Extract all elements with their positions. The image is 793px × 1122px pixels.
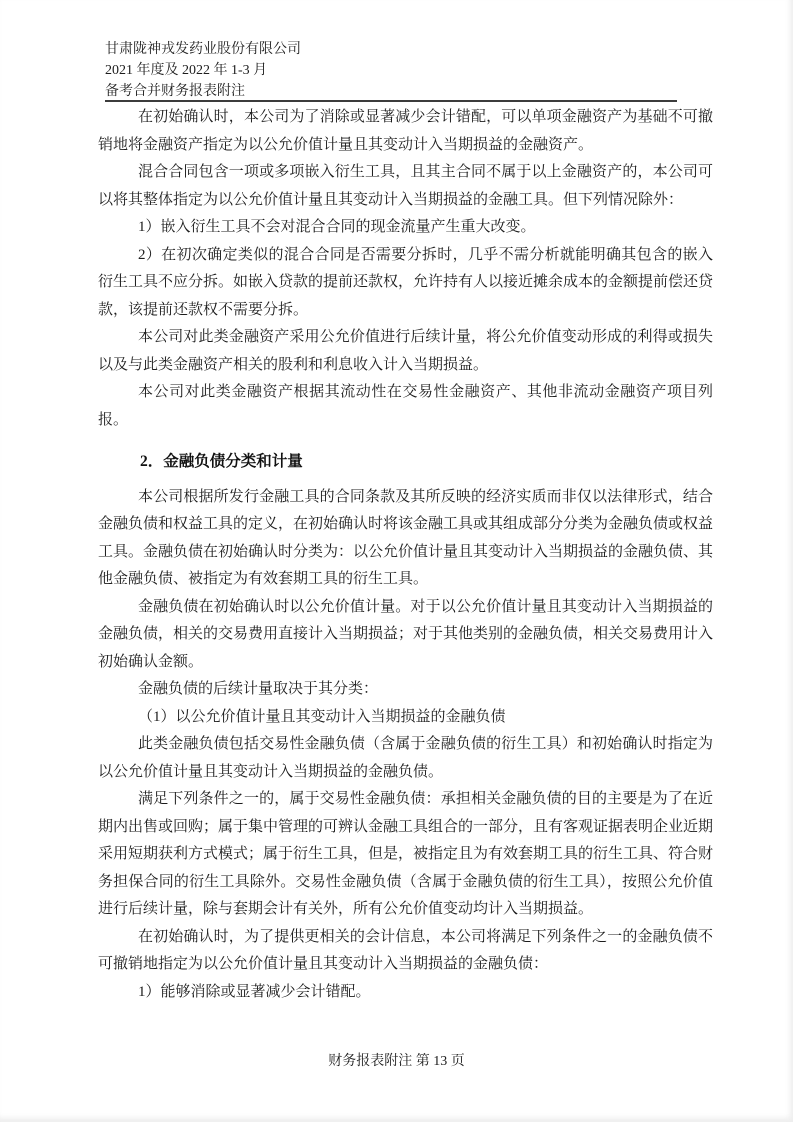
paragraph: 本公司根据所发行金融工具的合同条款及其所反映的经济实质而非仅以法律形式，结合金融负债和权益工具的定义，在初始确认时将该金融工具或其组成部分分类为金融负债或权益工具。金融负债在初始确认时分类为：以公允价值计量且其变动计入当期损益的金融负债、其他金融负债、被指定为有效套期工具的衍生工具。 xyxy=(98,488,714,587)
document-body xyxy=(98,104,713,1006)
paragraph: 本公司对此类金融资产采用公允价值进行后续计量，将公允价值变动形成的利得或损失以及与此类金融资产相关的股利和利息收入计入当期损益。 xyxy=(98,329,713,373)
paragraph: 在初始确认时，本公司为了消除或显著减少会计错配，可以单项金融资产为基础不可撤销地将金融资产指定为以公允价值计量且其变动计入当期损益的金融资产。 xyxy=(98,109,713,153)
paragraph: 1）嵌入衍生工具不会对混合合同的现金流量产生重大改变。 xyxy=(138,219,536,235)
paragraph: 本公司对此类金融资产根据其流动性在交易性金融资产、其他非流动金融资产项目列报。 xyxy=(98,384,713,428)
paragraph: 1）能够消除或显著减少会计错配。 xyxy=(138,983,371,1000)
paragraph: 满足下列条件之一的，属于交易性金融负债：承担相关金融负债的目的主要是为了在近期内出售或回购；属于集中管理的可辨认金融工具组合的一部分，且有客观证据表明企业近期采用短期获利方式模式；属于衍生工具，但是，被指定且为有效套期工具的衍生工具、符合财务担保合同的衍生工具除外。交易性金融负债（含属于金融负债的衍生工具），按照公允价值进行后续计量，除与套期会计有关外，所有公允价值变动均计入当期损益。 xyxy=(98,791,714,917)
header-rule xyxy=(105,100,677,102)
paragraph: 金融负债的后续计量取决于其分类： xyxy=(138,681,379,697)
paragraph: 在初始确认时，为了提供更相关的会计信息，本公司将满足下列条件之一的金融负债不可撤销地指定为以公允价值计量且其变动计入当期损益的金融负债： xyxy=(98,928,713,972)
paragraph: 此类金融负债包括交易性金融负债（含属于金融负债的衍生工具）和初始确认时指定为以公允价值计量且其变动计入当期损益的金融负债。 xyxy=(98,736,713,780)
header-document-title: 备考合并财务报表附注 xyxy=(105,84,245,99)
page-header xyxy=(105,39,677,102)
page-footer xyxy=(0,1050,793,1070)
paragraph: 2）在初次确定类似的混合合同是否需要分拆时，几乎不需分析就能明确其包含的嵌入衍生工具不应分拆。如嵌入贷款的提前还款权，允许持有人以接近摊余成本的金额提前偿还贷款，该提前还款权不需要分拆。 xyxy=(98,246,714,318)
paragraph: 混合合同包含一项或多项嵌入衍生工具，且其主合同不属于以上金融资产的，本公司可以将其整体指定为以公允价值计量且其变动计入当期损益的金融工具。但下列情况除外： xyxy=(98,164,713,208)
footer-page-number: 财务报表附注 第 13 页 xyxy=(328,1054,465,1069)
section-heading: 2．金融负债分类和计量 xyxy=(140,453,303,470)
paragraph: （1）以公允价值计量且其变动计入当期损益的金融负债 xyxy=(138,708,506,725)
header-company-name: 甘肃陇神戎发药业股份有限公司 xyxy=(105,42,301,57)
header-report-period: 2021 年度及 2022 年 1-3 月 xyxy=(105,63,268,78)
paragraph: 金融负债在初始确认时以公允价值计量。对于以公允价值计量且其变动计入当期损益的金融负债，相关的交易费用直接计入当期损益；对于其他类别的金融负债，相关交易费用计入初始确认金额。 xyxy=(98,598,714,670)
